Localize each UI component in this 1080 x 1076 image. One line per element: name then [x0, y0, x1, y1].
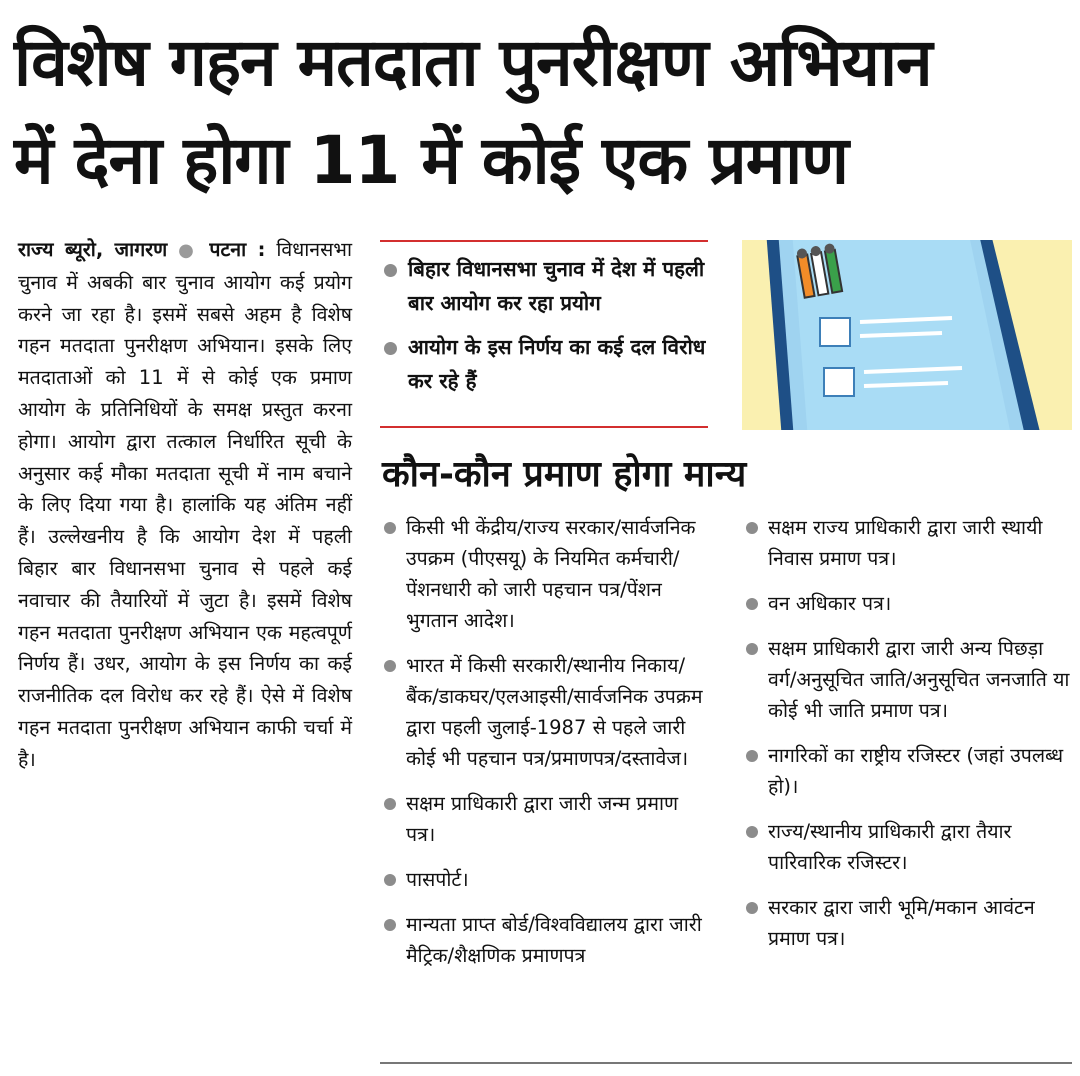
highlight-item	[382, 252, 712, 320]
bullet-dot-icon	[384, 264, 397, 277]
bullet-dot-icon	[384, 342, 397, 355]
bullet-dot-icon	[384, 798, 396, 810]
dateline-place: पटना :	[209, 238, 266, 261]
list-item	[744, 633, 1074, 726]
bullet-dot-icon	[384, 522, 396, 534]
highlight-item	[382, 330, 712, 398]
list-item	[744, 816, 1074, 878]
proof-list-right	[744, 512, 1074, 968]
list-item-text: सक्षम प्राधिकारी द्वारा जारी जन्म प्रमाण पत्र।	[406, 792, 679, 846]
highlight-text: बिहार विधानसभा चुनाव में देश में पहली बार आयोग कर रहा प्रयोग	[408, 257, 705, 315]
proof-list-title: कौन-कौन प्रमाण होगा मान्य	[382, 454, 747, 495]
highlights-box	[382, 252, 712, 408]
bullet-dot-icon	[384, 919, 396, 931]
list-item-text: मान्यता प्राप्त बोर्ड/विश्वविद्यालय द्वारा जारी मैट्रिक/शैक्षणिक प्रमाणपत्र	[406, 913, 702, 967]
list-item	[382, 650, 712, 774]
bullet-dot-icon	[746, 522, 758, 534]
list-item	[382, 909, 712, 971]
bullet-dot-icon	[746, 902, 758, 914]
headline	[14, 14, 1070, 210]
bullet-dot-icon	[746, 826, 758, 838]
highlight-text: आयोग के इस निर्णय का कई दल विरोध कर रहे हैं	[408, 335, 706, 393]
headline-line-1: विशेष गहन मतदाता पुनरीक्षण अभियान	[14, 24, 932, 101]
list-item	[382, 864, 712, 895]
voting-document-icon	[742, 240, 1072, 430]
headline-line-2: में देना होगा 11 में कोई एक प्रमाण	[14, 122, 848, 199]
article-text: विधानसभा चुनाव में अबकी बार चुनाव आयोग कई प्रयोग करने जा रहा है। इसमें सबसे अहम है विशेष गहन मतदाता पुनरीक्षण अभियान। इसके लिए मतदाताओं को 11 में से कोई एक प्रमाण आयोग के प्रतिनिधियों के समक्ष प्रस्तुत करना होगा। आयोग द्वारा तत्काल निर्धारित सूची के अनुसार कई मौका मतदाता सूची में नाम बचाने के लिए दिया गया है। हालांकि यह अंतिम नहीं हैं। उल्लेखनीय है कि आयोग देश में पहली बिहार बार विधानसभा चुनाव से पहले कई नवाचार की तैयारियों में जुटा है। इसमें विशेष गहन मतदाता पुनरीक्षण अभियान एक महत्वपूर्ण निर्णय हैं। उधर, आयोग के इस निर्णय का कई राजनीतिक दल विरोध कर रहे हैं। ऐसे में विशेष गहन मतदाता पुनरीक्षण अभियान काफी चर्चा में है।	[18, 238, 353, 771]
proof-list-left	[382, 512, 712, 985]
list-item	[744, 588, 1074, 619]
dateline: राज्य ब्यूरो, जागरण	[18, 238, 168, 261]
bullet-dot-icon	[746, 598, 758, 610]
bullet-dot-icon	[746, 750, 758, 762]
list-item-text: सक्षम राज्य प्राधिकारी द्वारा जारी स्थायी निवास प्रमाण पत्र।	[768, 516, 1043, 570]
list-item-text: राज्य/स्थानीय प्राधिकारी द्वारा तैयार पारिवारिक रजिस्टर।	[768, 820, 1012, 874]
bullet-dot-icon	[746, 643, 758, 655]
bullet-dot-icon	[384, 660, 396, 672]
article-body	[18, 234, 352, 776]
list-item	[382, 512, 712, 636]
highlight-top-rule	[380, 240, 708, 242]
list-item-text: किसी भी केंद्रीय/राज्य सरकार/सार्वजनिक उपक्रम (पीएसयू) के नियमित कर्मचारी/पेंशनधारी को जारी पहचान पत्र/पेंशन भुगतान आदेश।	[406, 516, 696, 632]
bullet-dot-icon: ●	[178, 240, 199, 261]
list-item	[382, 788, 712, 850]
list-item-text: वन अधिकार पत्र।	[768, 592, 892, 615]
bottom-rule	[380, 1062, 1072, 1064]
list-item-text: पासपोर्ट।	[406, 868, 469, 891]
list-item-text: सक्षम प्राधिकारी द्वारा जारी अन्य पिछड़ा वर्ग/अनुसूचित जाति/अनुसूचित जनजाति या कोई भी जाति प्रमाण पत्र।	[768, 637, 1070, 722]
list-item	[744, 512, 1074, 574]
highlight-bottom-rule	[380, 426, 708, 428]
list-item-text: भारत में किसी सरकारी/स्थानीय निकाय/बैंक/डाकघर/एलआइसी/सार्वजनिक उपक्रम द्वारा पहली जुलाई-1987 से पहले जारी कोई भी पहचान पत्र/प्रमाणपत्र/दस्तावेज।	[406, 654, 703, 770]
list-item	[744, 892, 1074, 954]
bullet-dot-icon	[384, 874, 396, 886]
list-item-text: नागरिकों का राष्ट्रीय रजिस्टर (जहां उपलब्ध हो)।	[768, 744, 1064, 798]
list-item-text: सरकार द्वारा जारी भूमि/मकान आवंटन प्रमाण पत्र।	[768, 896, 1035, 950]
voting-document-illustration	[742, 240, 1072, 430]
list-item	[744, 740, 1074, 802]
